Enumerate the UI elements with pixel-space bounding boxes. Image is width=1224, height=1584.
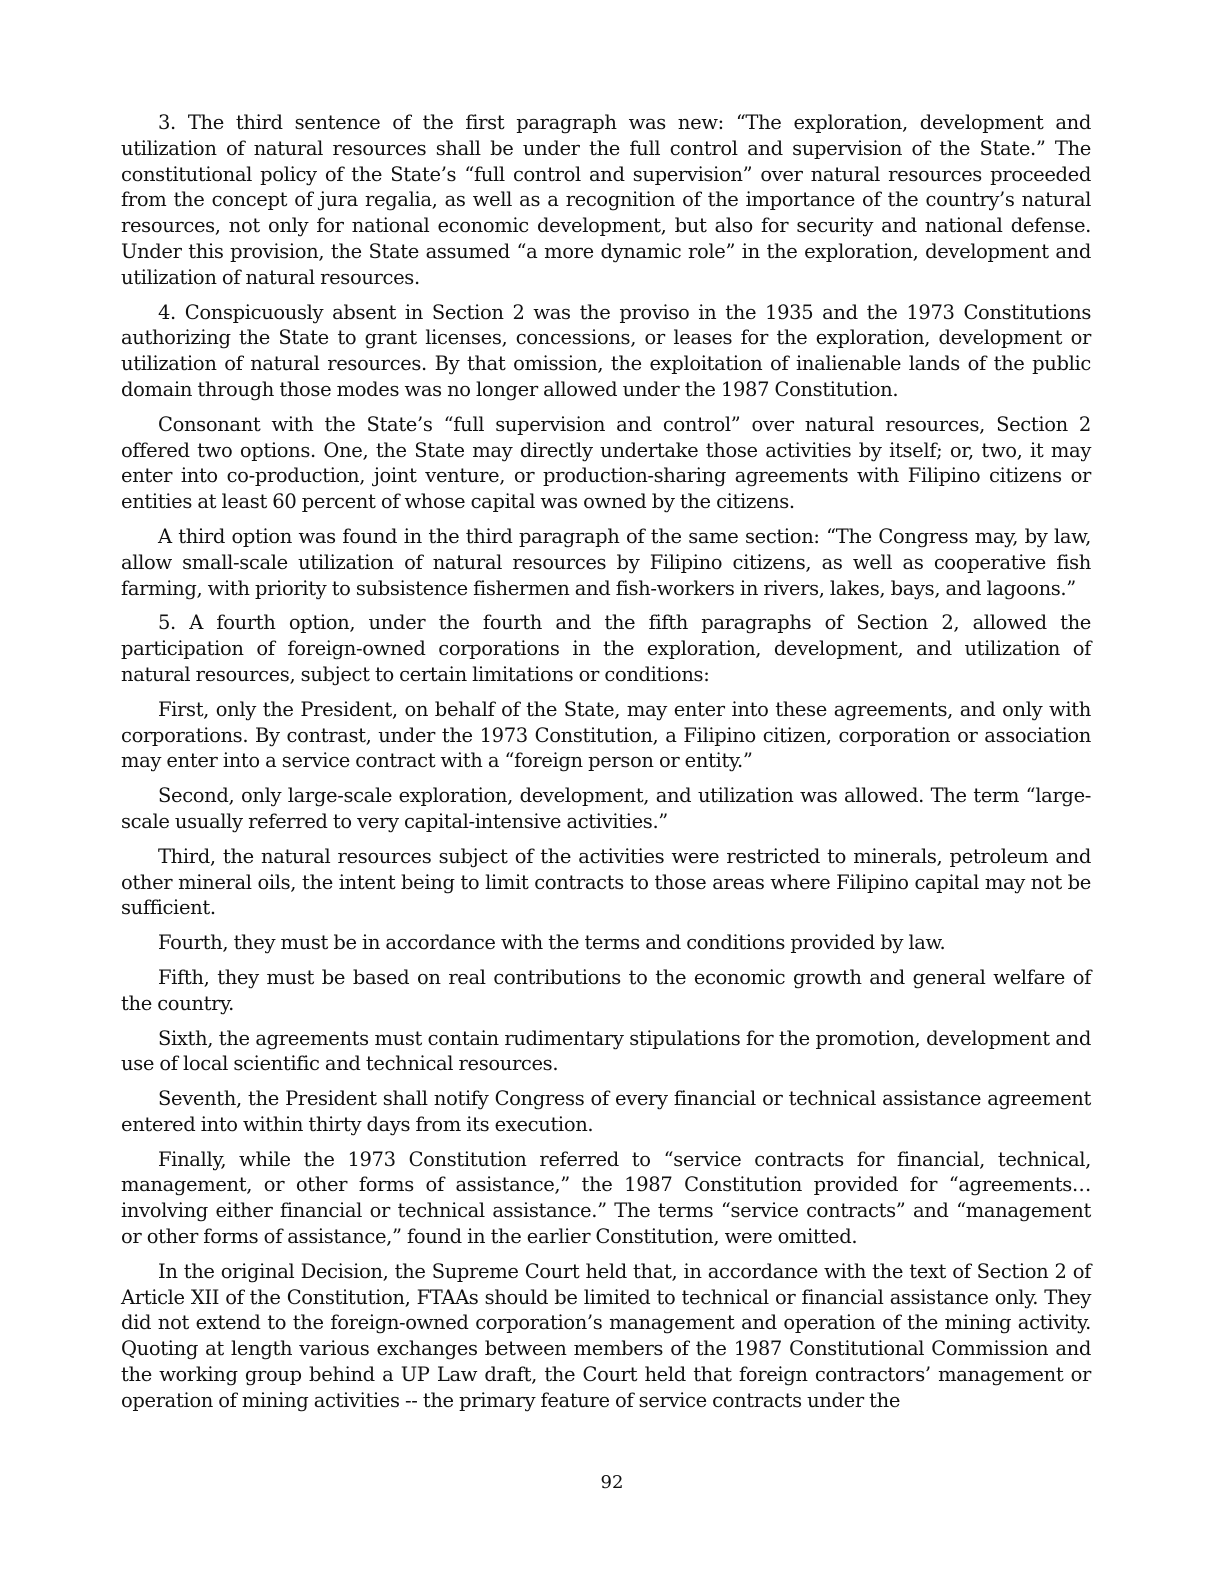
paragraph-12: Seventh, the President shall notify Congress of every financial or technical assistance agreement entered into within thirty days from its execution. — [121, 1087, 1091, 1136]
paragraph-14: In the original Decision, the Supreme Court held that, in accordance with the text of Section 2 of Article XII of the Constitution, FTAAs should be limited to technical or financial assistance only. They did not extend to the foreign-owned corporation’s management and operation of the mining activity. Quoting at length various exchanges between members of the 1987 Constitutional Commission and the working group behind a UP Law draft, the Court held that foreign contractors’ management or operation of mining activities -- the primary feature of service contracts under the — [121, 1259, 1091, 1412]
paragraph-10: Fifth, they must be based on real contributions to the economic growth and general welfare of the country. — [121, 965, 1091, 1015]
paragraph-8: Third, the natural resources subject of the activities were restricted to minerals, petroleum and other mineral oils, the intent being to limit contracts to those areas where Filipino capital may not be sufficient. — [121, 844, 1091, 920]
paragraph-1: 3. The third sentence of the first paragraph was new: “The exploration, development and utilization of natural resources shall be under the full control and supervision of the State.” The constitutional policy of the State’s “full control and supervision” over natural resources proceeded from the concept of jura regalia, as well as a recognition of the importance of the country’s natural resources, not only for national economic development, but also for security and national defense. Under this provision, the State assumed “a more dynamic role” in the exploration, development and utilization of natural resources. — [121, 111, 1091, 289]
paragraph-5: 5. A fourth option, under the fourth and the fifth paragraphs of Section 2, allowed the participation of foreign-owned corporations in the exploration, development, and utilization of natural resources, subject to certain limitations or conditions: — [121, 611, 1091, 686]
paragraph-13: Finally, while the 1973 Constitution referred to “service contracts for financial, technical, management, or other forms of assistance,” the 1987 Constitution provided for “agreements… involving either financial or technical assistance.” The terms “service contracts” and “management or other forms of assistance,” found in the earlier Constitution, were omitted. — [121, 1147, 1091, 1249]
paragraph-6: First, only the President, on behalf of the State, may enter into these agreements, and only with corporations. By contrast, under the 1973 Constitution, a Filipino citizen, corporation or association may enter into a service contract with a “foreign person or entity.” — [121, 697, 1091, 773]
paragraph-4: A third option was found in the third paragraph of the same section: “The Congress may, by law, allow small-scale utilization of natural resources by Filipino citizens, as well as cooperative fish farming, with priority to subsistence fishermen and fish-workers in rivers, lakes, bays, and lagoons.” — [121, 524, 1091, 600]
paragraph-3: Consonant with the State’s “full supervision and control” over natural resources, Section 2 offered two options. One, the State may directly undertake those activities by itself; or, two, it may enter into co-production, joint venture, or production-sharing agreements with Filipino citizens or entities at least 60 percent of whose capital was owned by the citizens. — [121, 412, 1091, 514]
paragraph-11: Sixth, the agreements must contain rudimentary stipulations for the promotion, development and use of local scientific and technical resources. — [121, 1026, 1091, 1076]
paragraph-9: Fourth, they must be in accordance with the terms and conditions provided by law. — [158, 931, 946, 955]
document-body — [121, 110, 1091, 1423]
paragraph-2: 4. Conspicuously absent in Section 2 was the proviso in the 1935 and the 1973 Constitutions authorizing the State to grant licenses, concessions, or leases for the exploration, development or utilization of natural resources. By that omission, the exploitation of inalienable lands of the public domain through those modes was no longer allowed under the 1987 Constitution. — [121, 300, 1091, 401]
paragraph-7: Second, only large-scale exploration, development, and utilization was allowed. The term “large-scale usually referred to very capital-intensive activities.” — [121, 784, 1091, 833]
page-number: 92 — [600, 1472, 624, 1493]
